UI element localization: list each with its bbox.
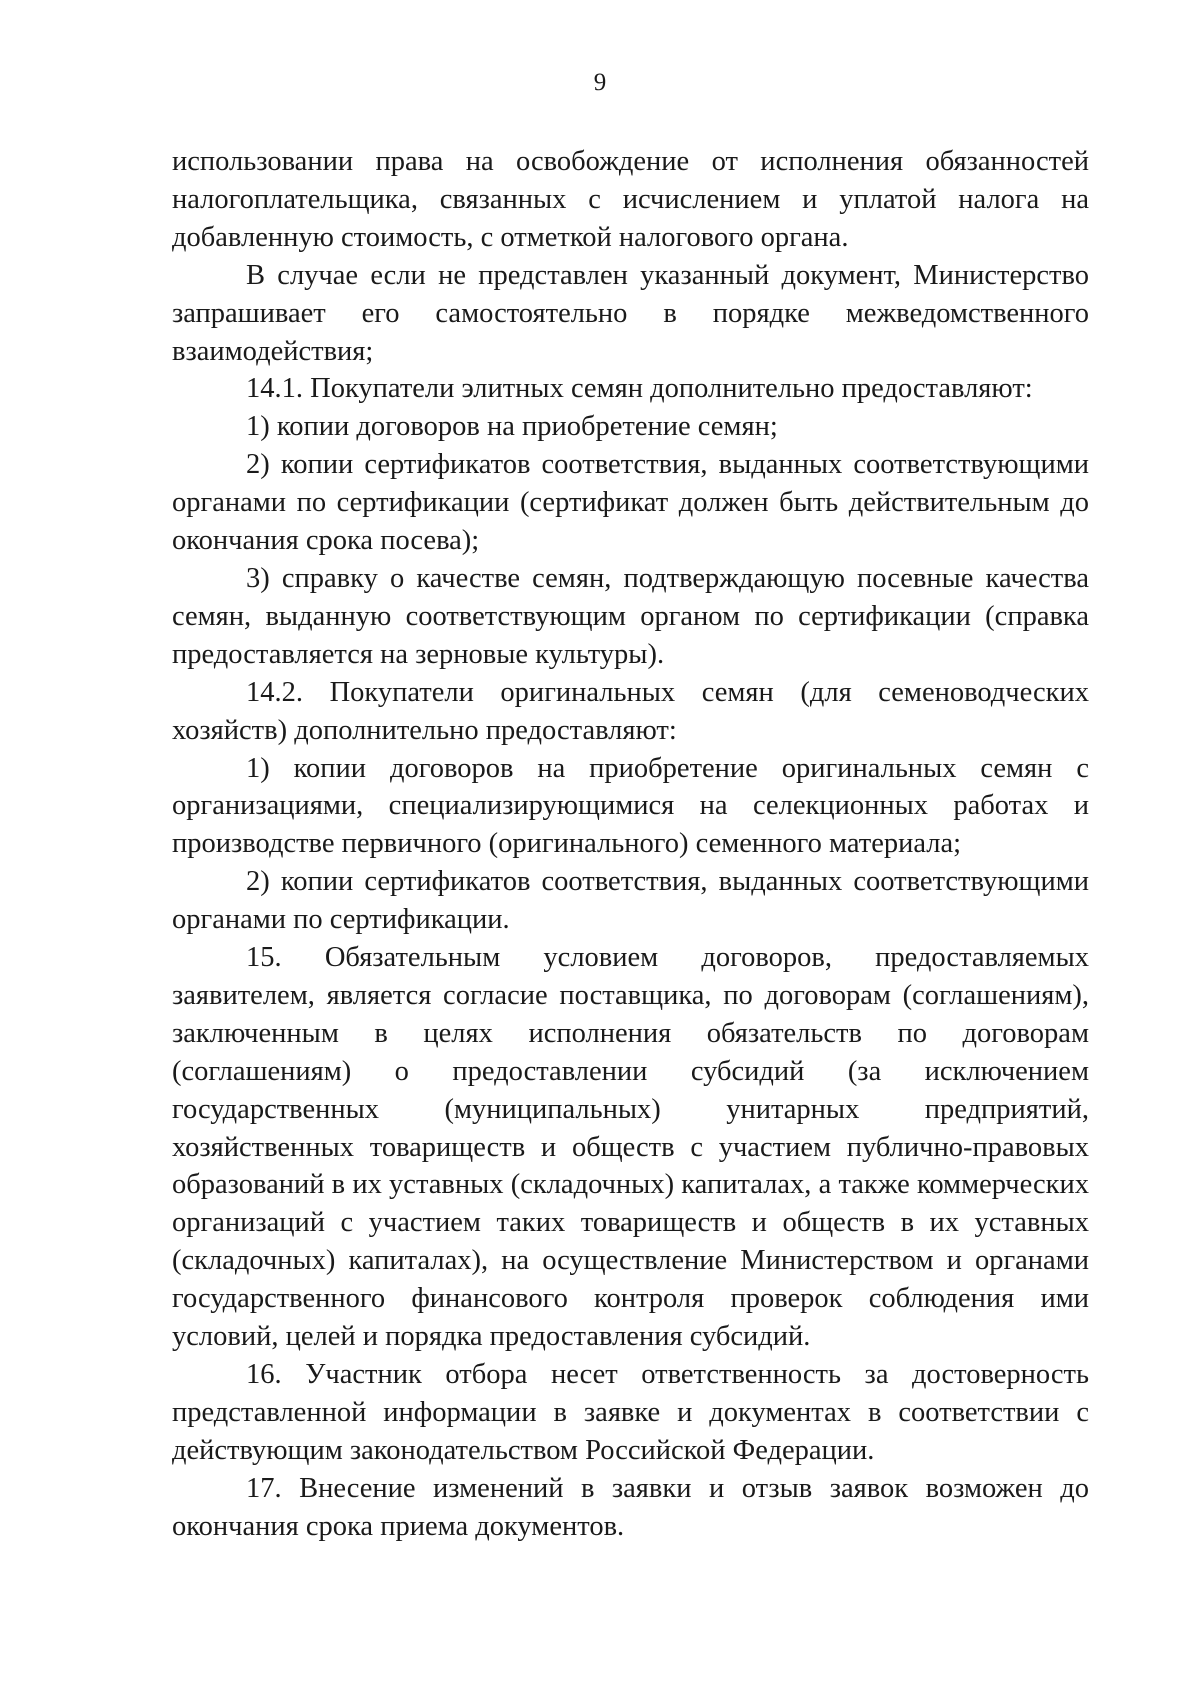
document-body: [172, 143, 1089, 1546]
paragraph-14-2: 14.2. Покупатели оригинальных семян (для семеноводческих хозяйств) дополнительно предоставляют:: [172, 676, 1089, 746]
paragraph-16: 16. Участник отбора несет ответственность за достоверность представленной информации в заявке и документах в соответствии с действующим законодательством Российской Федерации.: [172, 1359, 1089, 1466]
page-number: 9: [593, 69, 607, 96]
paragraph-15: 15. Обязательным условием договоров, предоставляемых заявителем, является согласие поставщика, по договорам (соглашениям), заключенным в целях исполнения обязательств по договорам (соглашениям) о предоставлении субсидий (за исключением государственных (муниципальных) унитарных предприятий, хозяйственных товариществ и обществ с участием публично-правовых образований в их уставных (складочных) капиталах, а также коммерческих организаций с участием таких товариществ и обществ в их уставных (складочных) капиталах), на осуществление Министерством и органами государственного финансового контроля проверок соблюдения ими условий, целей и порядка предоставления субсидий.: [172, 942, 1089, 1353]
paragraph-14-1-item-1: 1) копии договоров на приобретение семян;: [246, 411, 778, 443]
paragraph-14-1-item-2: 2) копии сертификатов соответствия, выданных соответствующими органами по сертификации (сертификат должен быть действительным до окончания срока посева);: [172, 449, 1089, 557]
paragraph-interagency-request: В случае если не представлен указанный документ, Министерство запрашивает его самостоятельно в порядке межведомственного взаимодействия;: [172, 259, 1089, 367]
paragraph-17: 17. Внесение изменений в заявки и отзыв заявок возможен до окончания срока приема документов.: [172, 1472, 1089, 1542]
paragraph-14-1: 14.1. Покупатели элитных семян дополнительно предоставляют:: [246, 373, 1033, 405]
paragraph-continuation: использовании права на освобождение от исполнения обязанностей налогоплательщика, связанных с исчислением и уплатой налога на добавленную стоимость, с отметкой налогового органа.: [172, 146, 1089, 253]
paragraph-14-2-item-1: 1) копии договоров на приобретение оригинальных семян с организациями, специализирующимися на селекционных работах и производстве первичного (оригинального) семенного материала;: [172, 752, 1089, 860]
paragraph-14-2-item-2: 2) копии сертификатов соответствия, выданных соответствующими органами по сертификации.: [172, 866, 1089, 936]
paragraph-14-1-item-3: 3) справку о качестве семян, подтверждающую посевные качества семян, выданную соответствующим органом по сертификации (справка предоставляется на зерновые культуры).: [172, 562, 1089, 670]
